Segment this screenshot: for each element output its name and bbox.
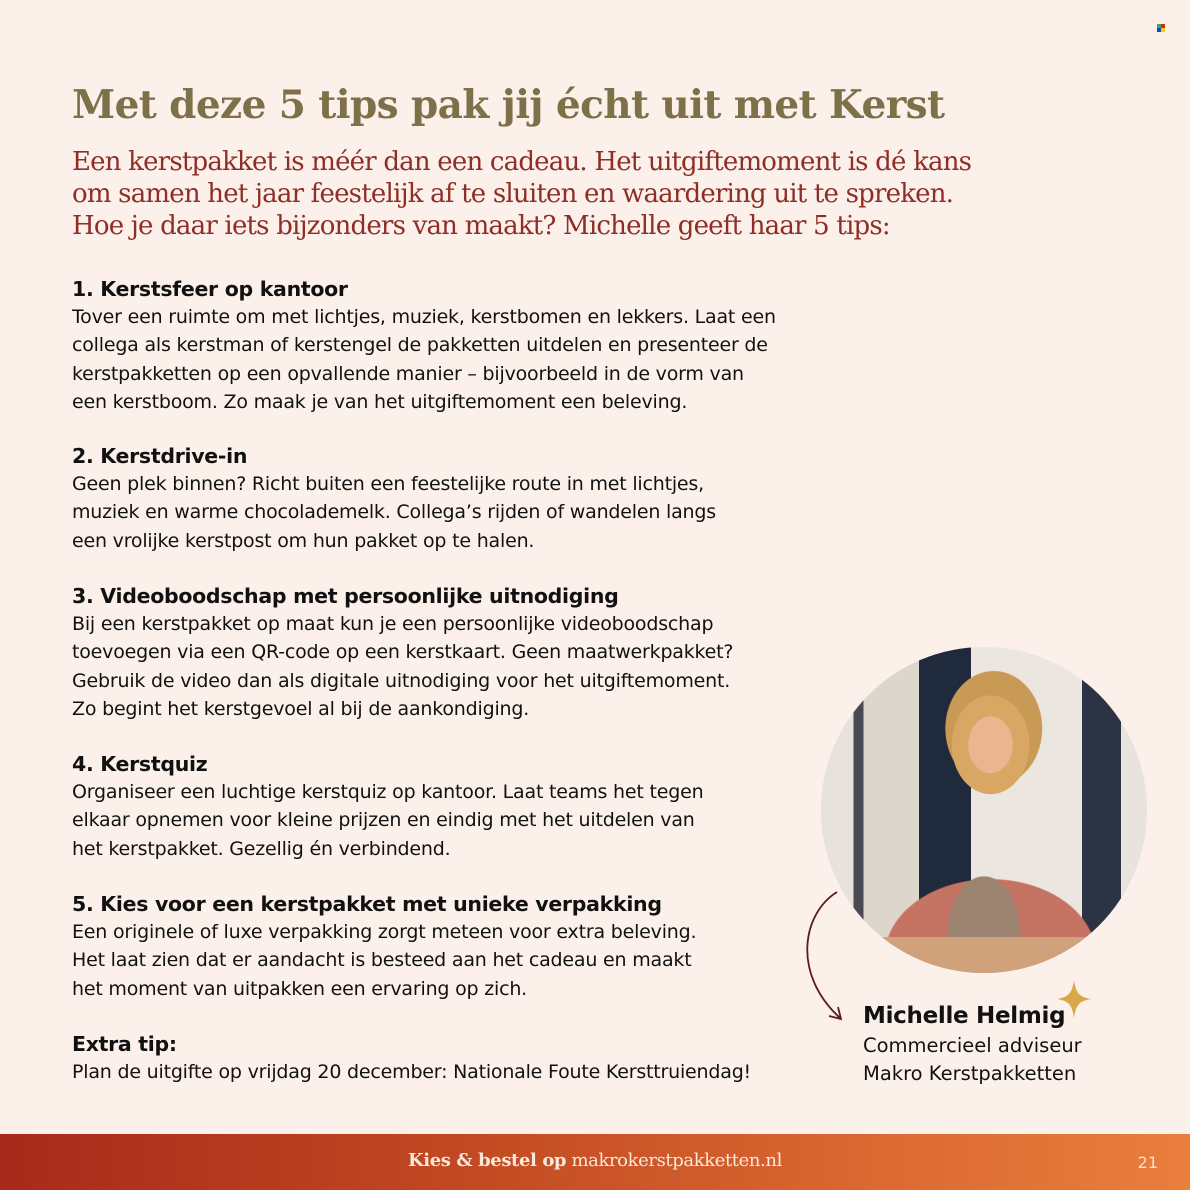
tip-line: Zo begint het kerstgevoel al bij de aankondiging. <box>72 697 530 720</box>
footer-cta-label: Kies & bestel op <box>408 1150 567 1171</box>
tip-1 <box>72 275 812 416</box>
intro-line: om samen het jaar feestelijk af te sluiten en waardering uit te spreken. <box>72 179 954 209</box>
intro-paragraph <box>72 146 1032 242</box>
intro-line: Hoe je daar iets bijzonders van maakt? Michelle geeft haar 5 tips: <box>72 211 890 241</box>
tip-heading: 3. Videoboodschap met persoonlijke uitnodiging <box>72 584 619 608</box>
tip-heading: 5. Kies voor een kerstpakket met unieke verpakking <box>72 892 662 916</box>
tip-line: Gebruik de video dan als digitale uitnodiging voor het uitgiftemoment. <box>72 669 731 692</box>
tip-body <box>72 778 812 863</box>
tip-heading: 1. Kerstsfeer op kantoor <box>72 277 348 301</box>
tip-line: kerstpakketten op een opvallende manier – bijvoorbeeld in de vorm van <box>72 362 744 385</box>
tip-line: Tover een ruimte om met lichtjes, muziek, kerstbomen en lekkers. Laat een <box>72 306 776 328</box>
tip-line: toevoegen via een QR-code op een kerstkaart. Geen maatwerkpakket? <box>72 641 734 664</box>
tip-line: collega als kerstman of kerstengel de pakketten uitdelen en presenteer de <box>72 334 768 357</box>
photo-desk <box>821 937 1147 973</box>
tip-body <box>72 470 812 555</box>
tip-heading: 4. Kerstquiz <box>72 752 208 776</box>
tip-line: het kerstpakket. Gezellig én verbindend. <box>72 837 451 860</box>
tip-line: Geen plek binnen? Richt buiten een feestelijke route in met lichtjes, <box>72 473 704 495</box>
tip-line: Het laat zien dat er aandacht is besteed aan het cadeau en maakt <box>72 949 692 972</box>
portrait-photo <box>821 647 1147 973</box>
extra-tip <box>72 1030 812 1086</box>
tip-line: een vrolijke kerstpost om hun pakket op te halen. <box>72 529 535 552</box>
tip-body <box>72 610 812 723</box>
footer-url-link[interactable]: makrokerstpakketten.nl <box>571 1150 782 1171</box>
tip-3 <box>72 582 812 723</box>
tip-5 <box>72 890 812 1003</box>
tip-2 <box>72 442 812 555</box>
footer-bar <box>0 1134 1190 1190</box>
person-caption <box>863 1000 1082 1088</box>
page-title: Met deze 5 tips pak jij écht uit met Kerst <box>72 82 945 128</box>
curved-arrow-icon <box>795 888 855 1028</box>
tip-line: muziek en warme chocolademelk. Collega’s rijden of wandelen langs <box>72 501 716 524</box>
page-number: 21 <box>1137 1153 1158 1172</box>
tip-line: het moment van uitpakken een ervaring op zich. <box>72 977 528 1000</box>
corner-logo-icon <box>1157 24 1165 32</box>
person-company: Makro Kerstpakketten <box>863 1062 1077 1085</box>
person-name: Michelle Helmig <box>863 1003 1066 1029</box>
tip-line: Organiseer een luchtige kerstquiz op kantoor. Laat teams het tegen <box>72 781 704 803</box>
tip-line: Plan de uitgifte op vrijdag 20 december: Nationale Foute Kersttruiendag! <box>72 1061 751 1083</box>
intro-line: Een kerstpakket is méér dan een cadeau. Het uitgiftemoment is dé kans <box>72 147 972 177</box>
tip-line: Bij een kerstpakket op maat kun je een persoonlijke videoboodschap <box>72 613 714 635</box>
tip-heading: 2. Kerstdrive-in <box>72 444 248 468</box>
person-role: Commercieel adviseur <box>863 1034 1082 1057</box>
tip-body <box>72 303 812 416</box>
tip-line: Een originele of luxe verpakking zorgt meteen voor extra beleving. <box>72 921 697 943</box>
tip-line: een kerstboom. Zo maak je van het uitgiftemoment een beleving. <box>72 390 688 413</box>
footer-cta <box>0 1150 1190 1171</box>
extra-tip-heading: Extra tip: <box>72 1032 177 1056</box>
tip-body <box>72 918 812 1003</box>
tip-line: elkaar opnemen voor kleine prijzen en eindig met het uitdelen van <box>72 809 695 832</box>
extra-tip-body <box>72 1058 812 1086</box>
tip-4 <box>72 750 812 863</box>
